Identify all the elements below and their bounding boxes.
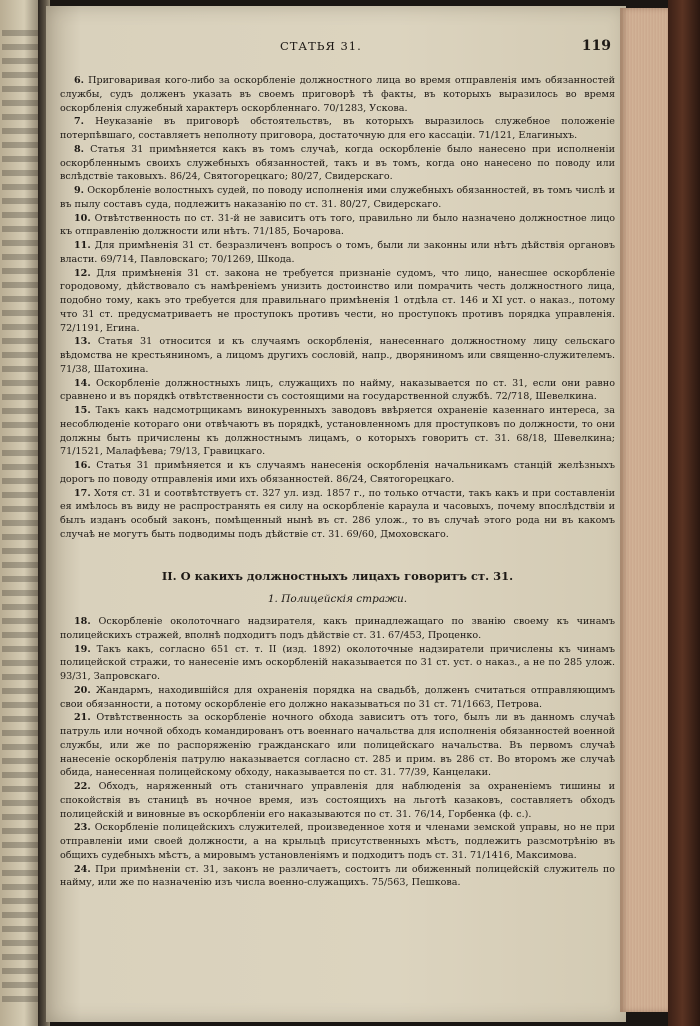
paragraph-text: Неуказаніе въ приговорѣ обстоятельствъ, въ которыхъ выразилось служебное положеніе потерпѣвшаго, составляетъ неполноту приговора, достаточную для его кассаціи. 71/121, Елагиныхъ. — [60, 116, 615, 141]
paragraph-text: Статья 31 относится и къ случаямъ оскорбленія, нанесеннаго должностному лицу сельскаго вѣдомства не крестьяниномъ, а лицомъ другихъ сословій, напр., дворяниномъ или священно-служителемъ. 71/38, Шатохина. — [60, 336, 615, 375]
paragraph-number: 15. — [74, 405, 91, 416]
paragraph-number: 19. — [74, 643, 91, 655]
paragraph-text: Жандармъ, находившійся для охраненія порядка на свадьбѣ, долженъ считаться отправляющимъ свои обязанности, а потому оскорбленіе его должно наказываться по 31 ст. 71/1663, Петрова. — [60, 684, 615, 710]
paragraph-number: 14. — [74, 377, 91, 389]
paragraph — [60, 711, 615, 780]
paragraph-number: 10. — [74, 212, 91, 224]
paragraph-number: 17. — [74, 487, 91, 499]
paragraph-number: 12. — [74, 267, 91, 279]
paragraph-text: Оскорбленіе околоточнаго надзирателя, какъ принадлежащаго по званію своему къ чинамъ полицейскихъ стражей, вполнѣ подходитъ подъ дѣйствіе ст. 31. 67/453, Проценко. — [60, 616, 615, 641]
paragraph-number: 13. — [74, 336, 91, 348]
paragraph-number: 16. — [74, 460, 91, 471]
paragraph-text: Оскорбленіе должностныхъ лицъ, служащихъ по найму, наказывается по ст. 31, если они равно сравнено и въ порядкѣ отвѣтственности съ состоящими на государственной службѣ. 72/718, Шевелкина. — [60, 377, 615, 403]
book-cover — [668, 0, 700, 1026]
paragraph-number: 24. — [74, 863, 91, 875]
paragraph — [60, 821, 615, 862]
paragraph-number: 22. — [74, 781, 91, 792]
paragraph-text: Хотя ст. 31 и соотвѣтствуетъ ст. 327 ул. изд. 1857 г., по только отчасти, такъ какъ и при составленіи ея имѣлось въ виду не распространять ея силу на оскорбленіе караула и часовыхъ, почему впослѣдствіи и былъ изданъ особый законъ, помѣщенный нынѣ въ ст. 286 улож., то въ случаѣ этого рода ни въ какомъ случаѣ не могутъ быть подводимы подъ дѣйствіе ст. 31. 69/60, Дмоховскаго. — [60, 487, 615, 540]
left-page-text-lines — [2, 30, 42, 1010]
paragraph-text: Отвѣтственность по ст. 31-й не зависитъ отъ того, правильно ли было назначено должностное лицо къ отправленію должности или нѣтъ. 71/185, Бочарова. — [60, 212, 615, 238]
page-number: 119 — [581, 38, 611, 54]
paragraph — [60, 684, 615, 712]
paragraph-text: Статья 31 примѣняется какъ въ томъ случаѣ, когда оскорбленіе было нанесено при исполненіи оскорбленнымъ своихъ служебныхъ обязанностей, такъ и въ томъ, когда оно нанесено по поводу или вслѣдствіе таковыхъ. 86/24, Святогорецкаго; 80/27, Свидерскаго. — [60, 143, 615, 183]
page-content — [60, 40, 615, 890]
paragraph-text: Приговаривая кого-либо за оскорбленіе должностного лица во время отправленія имъ обязанностей службы, судъ долженъ указать въ своемъ приговорѣ тѣ факты, въ которыхъ выразилось во время оскорбленія служебный характеръ оскорбленнаго. 70/1283, Ускова. — [60, 75, 615, 114]
paragraph — [60, 143, 615, 184]
paragraph-number: 9. — [74, 185, 85, 196]
paragraph — [60, 377, 615, 405]
paragraph-text: Оскорбленіе волостныхъ судей, по поводу исполненія ими служебныхъ обязанностей, въ томъ числѣ и въ пылу составъ суда, подлежитъ наказанію по ст. 31. 80/27, Свидерскаго. — [60, 185, 615, 210]
subsection-heading: 1. Полицейскія стражи. — [267, 593, 408, 606]
paragraph — [60, 643, 615, 684]
paragraph — [60, 267, 615, 336]
paragraph — [60, 404, 615, 459]
paragraph — [60, 863, 615, 891]
paragraph — [60, 184, 615, 212]
paragraph-text: Такъ какъ надсмотрщикамъ винокуренныхъ заводовъ ввѣряется охраненіе казеннаго интереса, за несоблюденіе котораго они отвѣчаютъ въ порядкѣ, установленномъ для проступковъ по должности, то они должны быть причислены къ должностнымъ лицамъ, о которыхъ говоритъ ст. 31. 68/18, Шевелкина; 71/1521, Малафѣева; 79/13, Гравицкаго. — [60, 405, 615, 458]
paragraph — [60, 212, 615, 240]
paragraph — [60, 115, 615, 143]
paragraph — [60, 239, 615, 267]
paragraph-text: Статья 31 примѣняется и къ случаямъ нанесенія оскорбленія начальникамъ станцій желѣзныхъ дорогъ по поводу отправленія ими ихъ обязанностей. 86/24, Святогорецкаго. — [60, 460, 615, 485]
paragraph-text: Отвѣтственность за оскорбленіе ночного обхода зависитъ отъ того, былъ ли въ данномъ случаѣ патруль или ночной обходъ командированъ отъ военнаго начальства для исполненія обязанностей военной службы, или же по распоряженію гражданскаго или полицейскаго начальства. Въ первомъ случаѣ нанесеніе оскорбленія патрулю наказывается согласно ст. 285 и прим. въ 286 ст. Во второмъ же случаѣ обида, нанесенная полицейскому обходу, наказывается по ст. 31. 77/39, Канцелаки. — [60, 712, 615, 779]
paragraph-number: 20. — [74, 684, 91, 696]
paragraph-number: 8. — [74, 143, 85, 155]
article-paragraphs-part1 — [60, 74, 615, 542]
paragraph — [60, 487, 615, 542]
paragraph-text: Для примѣненія 31 ст. закона не требуется признаніе судомъ, что лицо, нанесшее оскорбленіе городовому, дѣйствовало съ намѣреніемъ унизить достоинство или помрачить честь должностного лица, подобно тому, какъ это требуется для правильнаго примѣненія 1 отдѣла ст. 146 и XI уст. о наказ., потому что 31 ст. предусматриваетъ не проступокъ противъ чести, но проступокъ противъ порядка управленія. 72/1191, Егина. — [60, 267, 615, 334]
paragraph-number: 11. — [74, 240, 91, 251]
article-paragraphs-part2 — [60, 615, 615, 890]
paragraph-text: При примѣненіи ст. 31, законъ не различаетъ, состоитъ ли обиженный полицейскій служитель по найму, или же по назначенію изъ числа военно-служащихъ. 75/563, Пешкова. — [60, 863, 615, 889]
paragraph — [60, 335, 615, 376]
paragraph — [60, 615, 615, 643]
paragraph-number: 7. — [74, 116, 85, 128]
paragraph-text: Для примѣненія 31 ст. безразличенъ вопросъ о томъ, были ли законны или нѣтъ дѣйствія органовъ власти. 69/714, Павловскаго; 70/1269, Шкода. — [60, 240, 615, 265]
paragraph-text: Обходъ, наряженный отъ станичнаго управленія для наблюденія за охраненіемъ тишины и спокойствія въ станицѣ въ ночное время, изъ состоящихъ на льготѣ казаковъ, составляетъ обходъ полицейскій и виновные въ оскорбленіи его наказываются по ст. 31. 76/14, Горбенка (ф. с.). — [60, 781, 615, 820]
page-edges — [620, 8, 668, 1012]
paragraph-number: 23. — [74, 822, 91, 834]
paragraph-number: 21. — [74, 712, 91, 724]
paragraph — [60, 74, 615, 115]
paragraph-number: 6. — [74, 75, 85, 86]
paragraph-number: 18. — [74, 616, 91, 627]
paragraph — [60, 780, 615, 821]
page-header — [60, 40, 611, 62]
paragraph — [60, 459, 615, 487]
paragraph-text: Оскорбленіе полицейскихъ служителей, произведенное хотя и членами земской управы, но не при отправленіи ими своей должности, а на крыльцѣ присутственныхъ мѣстъ, подлежитъ разсмотрѣнію въ общихъ судебныхъ мѣстъ, а мировымъ установленіямъ и подходитъ подъ ст. 31. 71/1416, Максимова. — [60, 822, 615, 861]
running-title: СТАТЬЯ 31. — [279, 39, 362, 53]
section-heading: II. О какихъ должностныхъ лицахъ говоритъ ст. 31. — [161, 568, 514, 583]
paragraph-text: Такъ какъ, согласно 651 ст. т. II (изд. 1892) околоточные надзиратели причислены къ чинамъ полицейской стражи, то нанесеніе имъ оскорбленій наказывается по 31 ст. уст. о наказ., а не по 285 улож. 93/31, Запровскаго. — [60, 643, 615, 682]
